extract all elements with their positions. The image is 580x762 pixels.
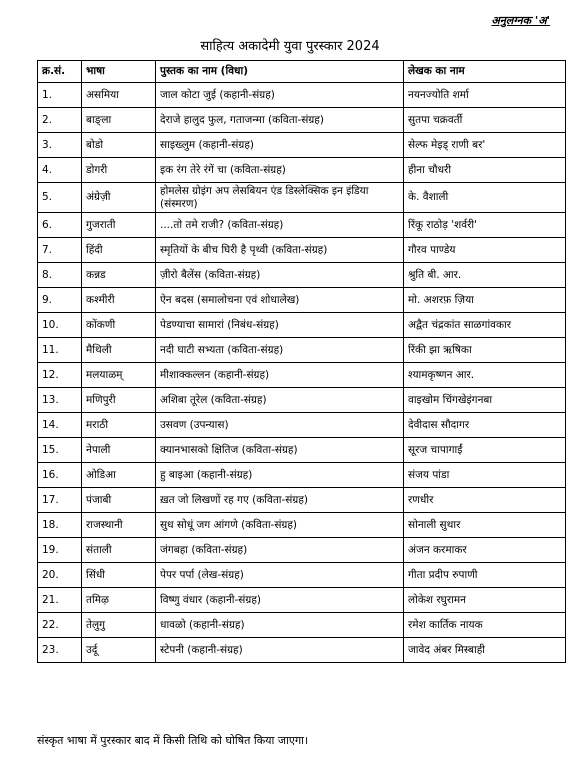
cell-language: पंजाबी [82,488,156,513]
cell-language: कोंकणी [82,313,156,338]
table-row [38,338,566,363]
header-author: लेखक का नाम [404,61,566,83]
cell-book: ज़ीरो बैलेंस (कविता-संग्रह) [156,263,404,288]
cell-author: रणधीर [404,488,566,513]
cell-serial: 14. [38,413,82,438]
cell-author: सोनाली सुथार [404,513,566,538]
cell-author: संजय पांडा [404,463,566,488]
table-row [38,488,566,513]
cell-language: डोगरी [82,158,156,183]
header-language: भाषा [82,61,156,83]
table-row [38,133,566,158]
cell-book: नदी घाटी सभ्यता (कविता-संग्रह) [156,338,404,363]
cell-language: मलयाळम् [82,363,156,388]
cell-book: क्यानभासको क्षितिज (कविता-संग्रह) [156,438,404,463]
cell-author: श्यामकृष्णन आर. [404,363,566,388]
cell-book: देराजे हालुद फुल, गताजन्मा (कविता-संग्रह) [156,108,404,133]
cell-book: अशिबा तूरेल (कविता-संग्रह) [156,388,404,413]
page-title: साहित्य अकादेमी युवा पुरस्कार 2024 [200,39,380,54]
cell-author: वाइखोम चिंगखेइंगनबा [404,388,566,413]
table-row [38,313,566,338]
table-header-row [38,61,566,83]
table-row [38,413,566,438]
cell-author: श्रुति बी. आर. [404,263,566,288]
cell-serial: 8. [38,263,82,288]
cell-serial: 12. [38,363,82,388]
cell-author: अंजन करमाकर [404,538,566,563]
cell-serial: 20. [38,563,82,588]
cell-language: बाङ्ला [82,108,156,133]
table-row [38,613,566,638]
cell-book: ....तो तमे राजी? (कविता-संग्रह) [156,213,404,238]
cell-book: उसवण (उपन्यास) [156,413,404,438]
cell-book: विष्णु वंधार (कहानी-संग्रह) [156,588,404,613]
cell-language: कन्नड [82,263,156,288]
cell-book: हु बाइआ (कहानी-संग्रह) [156,463,404,488]
cell-language: संताली [82,538,156,563]
cell-book: मीशाक्कल्लन (कहानी-संग्रह) [156,363,404,388]
cell-serial: 11. [38,338,82,363]
cell-serial: 2. [38,108,82,133]
table-row [38,638,566,663]
cell-author: नयनज्योति शर्मा [404,83,566,108]
cell-serial: 21. [38,588,82,613]
cell-author: अद्वैत चंद्रकांत साळगांवकार [404,313,566,338]
cell-serial: 6. [38,213,82,238]
cell-language: तमिऴ [82,588,156,613]
awards-table [37,60,566,663]
cell-author: हीना चौधरी [404,158,566,183]
cell-language: तेलुगु [82,613,156,638]
cell-serial: 10. [38,313,82,338]
cell-serial: 9. [38,288,82,313]
cell-serial: 1. [38,83,82,108]
cell-language: हिंदी [82,238,156,263]
cell-language: मैथिली [82,338,156,363]
cell-book: जाल कोटा जुई (कहानी-संग्रह) [156,83,404,108]
cell-book: साइख्लुम (कहानी-संग्रह) [156,133,404,158]
header-book: पुस्तक का नाम (विधा) [156,61,404,83]
footnote: संस्कृत भाषा में पुरस्कार बाद में किसी तिथि को घोषित किया जाएगा। [37,734,309,747]
table-row [38,108,566,133]
cell-author: सुतपा चक्रवर्ती [404,108,566,133]
cell-book: ख़त जो लिखणों रह गए (कविता-संग्रह) [156,488,404,513]
cell-book: ऐन बदस (समालोचना एवं शोधालेख) [156,288,404,313]
cell-book: इक रंग तेरे रंगें चा (कविता-संग्रह) [156,158,404,183]
cell-author: जावेद अंबर मिस्बाही [404,638,566,663]
cell-author: के. वैशाली [404,183,566,213]
cell-serial: 5. [38,183,82,213]
cell-author: रिंकू राठोड़ 'शर्वरी' [404,213,566,238]
cell-language: मणिपुरी [82,388,156,413]
table-row [38,513,566,538]
table-row [38,538,566,563]
cell-language: ओडिआ [82,463,156,488]
cell-language: गुजराती [82,213,156,238]
cell-author: रमेश कार्तिक नायक [404,613,566,638]
cell-serial: 4. [38,158,82,183]
cell-serial: 7. [38,238,82,263]
table-row [38,183,566,213]
cell-author: सेल्फ मेइड् राणी बर' [404,133,566,158]
cell-book: जंगबहा (कविता-संग्रह) [156,538,404,563]
cell-language: अंग्रेज़ी [82,183,156,213]
cell-language: असमिया [82,83,156,108]
cell-language: कश्मीरी [82,288,156,313]
table-body [38,83,566,663]
table-row [38,158,566,183]
cell-language: सिंधी [82,563,156,588]
cell-author: सूरज चापागाईं [404,438,566,463]
table-row [38,563,566,588]
cell-book: धावळो (कहानी-संग्रह) [156,613,404,638]
cell-serial: 17. [38,488,82,513]
table-row [38,363,566,388]
cell-book: स्टेपनी (कहानी-संग्रह) [156,638,404,663]
cell-author: गौरव पाण्डेय [404,238,566,263]
cell-author: गीता प्रदीप रुपाणी [404,563,566,588]
cell-serial: 18. [38,513,82,538]
cell-author: रिंकी झा ऋषिका [404,338,566,363]
table-row [38,83,566,108]
cell-serial: 13. [38,388,82,413]
cell-language: बोडो [82,133,156,158]
cell-serial: 16. [38,463,82,488]
cell-language: नेपाली [82,438,156,463]
cell-book: सुध सोधूं जग आंगणे (कविता-संग्रह) [156,513,404,538]
cell-book: होमलेस ग्रोइंग अप लेसबियन एंड डिस्लेक्सिक इन इंडिया (संस्मरण) [156,183,404,213]
table-row [38,588,566,613]
cell-language: उर्दू [82,638,156,663]
cell-serial: 23. [38,638,82,663]
table-row [38,288,566,313]
cell-language: राजस्थानी [82,513,156,538]
table-row [38,263,566,288]
cell-book: स्मृतियों के बीच घिरी है पृथ्वी (कविता-संग्रह) [156,238,404,263]
table-row [38,463,566,488]
cell-author: देवीदास सौदागर [404,413,566,438]
cell-book: पेडण्याचा सामारां (निबंध-संग्रह) [156,313,404,338]
cell-serial: 3. [38,133,82,158]
cell-author: लोकेश रघुरामन [404,588,566,613]
table-row [38,438,566,463]
cell-book: पेपर पर्पा (लेख-संग्रह) [156,563,404,588]
cell-serial: 15. [38,438,82,463]
header-serial: क्र.सं. [38,61,82,83]
table-row [38,388,566,413]
cell-serial: 22. [38,613,82,638]
cell-language: मराठी [82,413,156,438]
table-row [38,238,566,263]
table-row [38,213,566,238]
cell-author: मो. अशरफ़ ज़िया [404,288,566,313]
cell-serial: 19. [38,538,82,563]
annex-label: अनुलग्नक 'अ' [491,14,550,27]
